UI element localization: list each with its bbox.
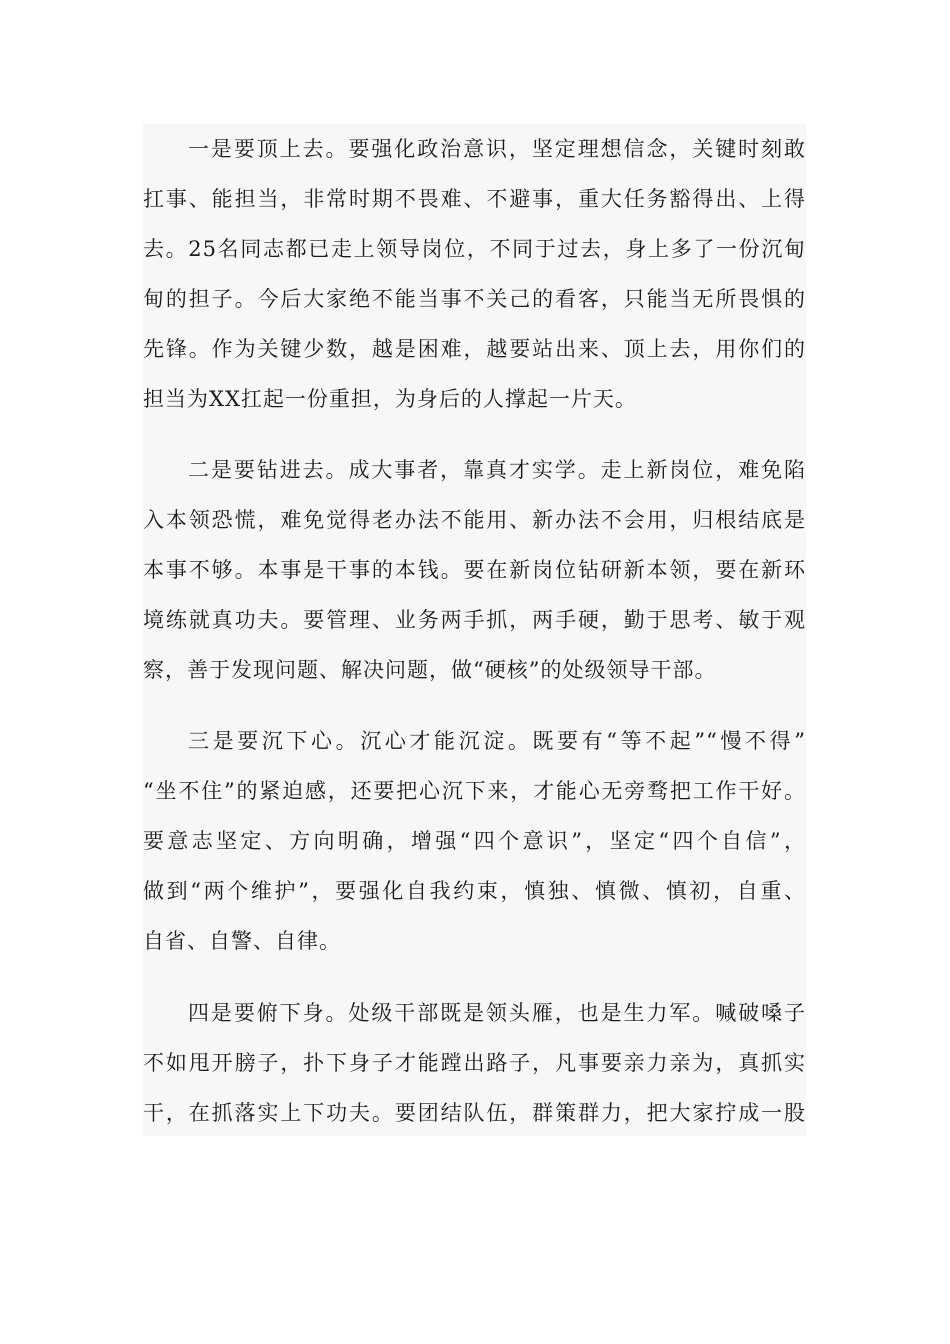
paragraph-2-line-2: 入本领恐慌，难免觉得老办法不能用、新办法不会用，归根结底是: [143, 508, 806, 532]
paragraph-2-line-4: 境练就真功夫。要管理、业务两手抓，两手硬，勤于思考、敏于观: [143, 608, 806, 632]
paragraph-1-line-6: 担当为XX扛起一份重担，为身后的人撑起一片天。: [143, 387, 637, 411]
paragraph-2-line-3: 本事不够。本事是干事的本钱。要在新岗位钻研新本领，要在新环: [143, 558, 806, 582]
document-text-block: [143, 124, 806, 1136]
paragraph-2-line-1: 二是要钻进去。成大事者，靠真才实学。走上新岗位，难免陷: [188, 458, 806, 482]
paragraph-4-line-2: 不如甩开膀子，扑下身子才能蹚出路子，凡事要亲力亲为，真抓实: [143, 1051, 806, 1075]
paragraph-1-line-2: 扛事、能担当，非常时期不畏难、不避事，重大任务豁得出、上得: [143, 187, 806, 211]
paragraph-3-line-4: 做到“两个维护”，要强化自我约束，慎独、慎微、慎初，自重、: [143, 879, 806, 903]
paragraph-2-line-5: 察，善于发现问题、解决问题，做“硬核”的处级领导干部。: [143, 658, 717, 682]
paragraph-4-line-1: 四是要俯下身。处级干部既是领头雁，也是生力军。喊破嗓子: [188, 1001, 806, 1025]
paragraph-1-line-5: 先锋。作为关键少数，越是困难，越要站出来、顶上去，用你们的: [143, 337, 806, 361]
paragraph-3-line-5: 自省、自警、自律。: [143, 929, 341, 953]
paragraph-3-line-2: “坐不住”的紧迫感，还要把心沉下来，才能心无旁骛把工作干好。: [143, 779, 806, 803]
paragraph-1-line-4: 甸的担子。今后大家绝不能当事不关己的看客，只能当无所畏惧的: [143, 287, 806, 311]
paragraph-1-line-3: 去。25名同志都已走上领导岗位，不同于过去，身上多了一份沉甸: [143, 237, 806, 261]
paragraph-3-line-1: 三是要沉下心。沉心才能沉淀。既要有“等不起”“慢不得”: [188, 729, 806, 753]
paragraph-3-line-3: 要意志坚定、方向明确，增强“四个意识”，坚定“四个自信”，: [143, 829, 806, 853]
paragraph-1-line-1: 一是要顶上去。要强化政治意识，坚定理想信念，关键时刻敢: [188, 137, 806, 161]
paragraph-4-line-3: 干，在抓落实上下功夫。要团结队伍，群策群力，把大家拧成一股: [143, 1101, 806, 1125]
